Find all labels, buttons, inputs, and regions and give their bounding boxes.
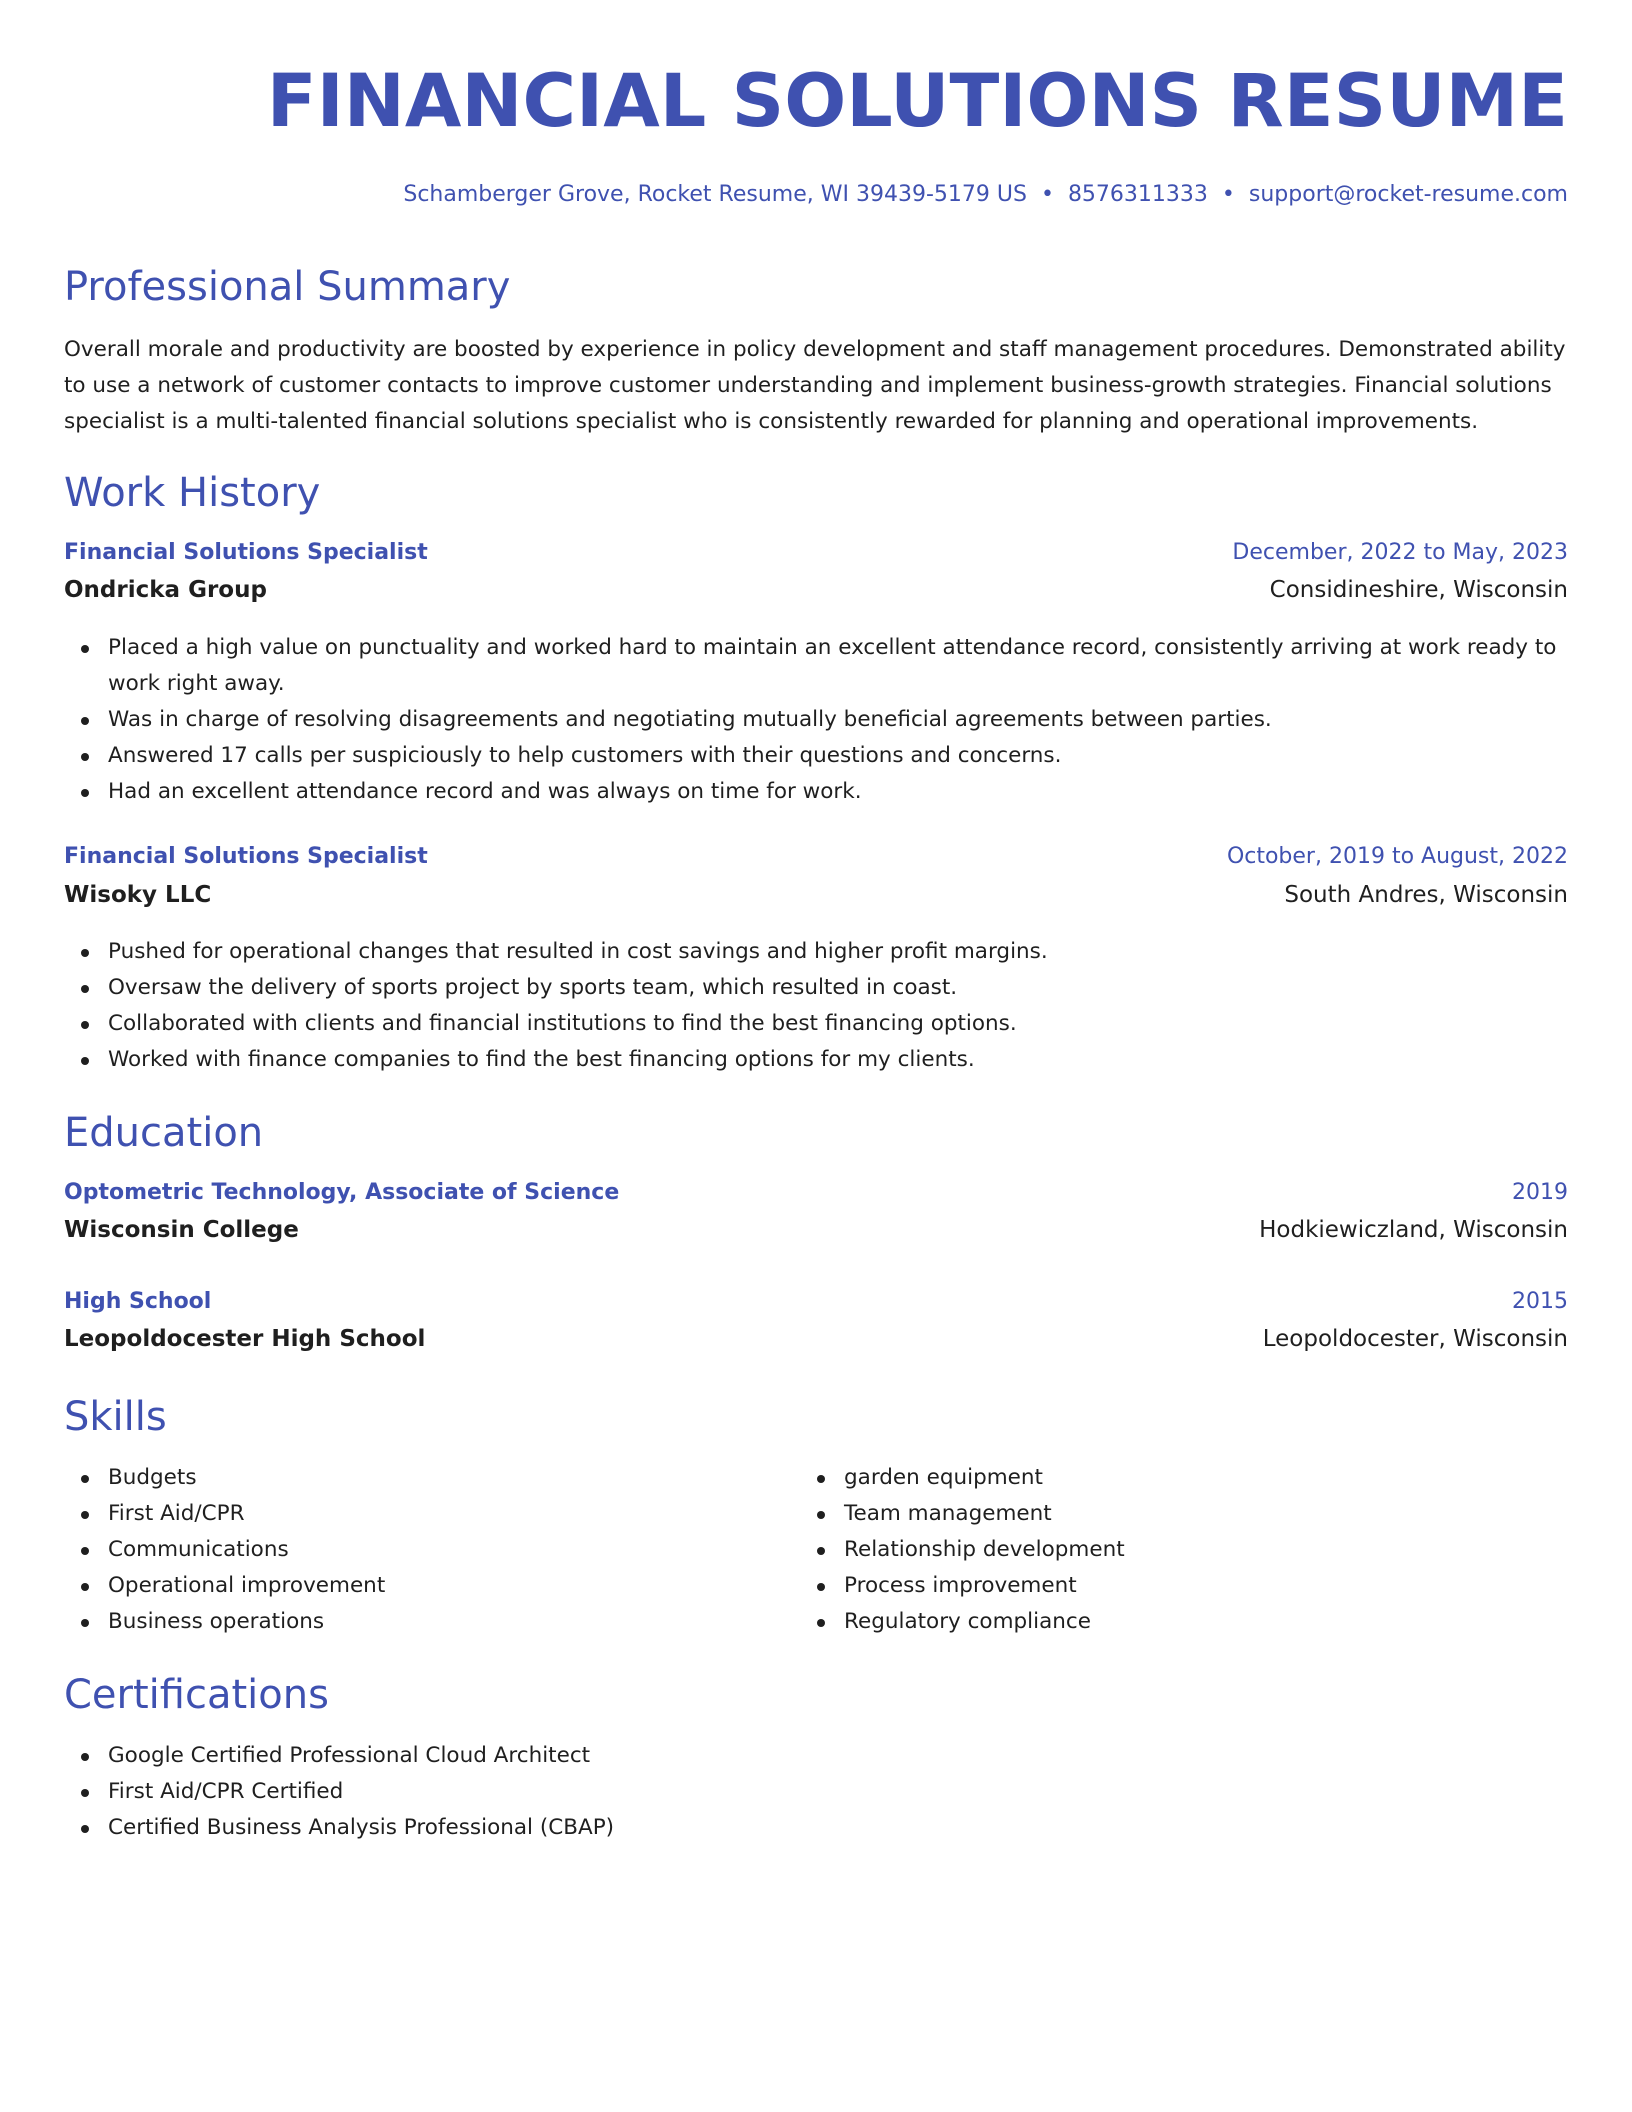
- job-bullet: Oversaw the delivery of sports project by sports team, which resulted in coast.: [64, 970, 1568, 1006]
- education-degree: High School: [64, 1289, 212, 1314]
- education-school: Wisconsin College: [64, 1217, 299, 1243]
- certification-item: Certified Business Analysis Professional (CBAP): [64, 1810, 1568, 1846]
- section-title-skills: Skills: [64, 1394, 167, 1440]
- job-location: South Andres, Wisconsin: [1284, 882, 1568, 908]
- resume-title: FINANCIAL SOLUTIONS RESUME: [266, 59, 1568, 144]
- skill-item: Process improvement: [800, 1568, 1632, 1604]
- skill-item: Communications: [64, 1532, 1568, 1568]
- job-bullet: Answered 17 calls per suspiciously to help customers with their questions and concerns.: [64, 738, 1568, 774]
- education-school: Leopoldocester High School: [64, 1326, 426, 1352]
- job-bullet: Collaborated with clients and financial institutions to find the best financing options.: [64, 1006, 1568, 1042]
- education-location: Hodkiewiczland, Wisconsin: [1259, 1217, 1568, 1243]
- job-bullet: Worked with finance companies to find the best financing options for my clients.: [64, 1042, 1568, 1078]
- job-dates: December, 2022 to May, 2023: [1232, 540, 1568, 565]
- section-title-certifications: Certifications: [64, 1672, 329, 1718]
- job-title: Financial Solutions Specialist: [64, 540, 428, 565]
- skill-item: Relationship development: [800, 1532, 1632, 1568]
- skills-list-right: [800, 1460, 1632, 1640]
- contact-phone: 8576311333: [1067, 182, 1208, 207]
- job-company-row: [64, 882, 1568, 908]
- contact-email: support@rocket-resume.com: [1248, 182, 1568, 207]
- skill-item: garden equipment: [800, 1460, 1632, 1496]
- section-title-summary: Professional Summary: [64, 264, 511, 310]
- section-title-education: Education: [64, 1110, 264, 1156]
- job-dates: October, 2019 to August, 2022: [1226, 844, 1568, 869]
- education-school-row: [64, 1326, 1568, 1352]
- skill-item: Team management: [800, 1496, 1632, 1532]
- skill-item: Business operations: [64, 1604, 1568, 1640]
- certification-item: Google Certified Professional Cloud Architect: [64, 1738, 1568, 1774]
- education-degree: Optometric Technology, Associate of Science: [64, 1180, 620, 1205]
- skill-item: Budgets: [64, 1460, 1568, 1496]
- job-title: Financial Solutions Specialist: [64, 844, 428, 869]
- contact-address: Schamberger Grove, Rocket Resume, WI 39439-5179 US: [403, 182, 1027, 207]
- job-bullet: Was in charge of resolving disagreements and negotiating mutually beneficial agreements between parties.: [64, 702, 1568, 738]
- education-year: 2015: [1512, 1289, 1568, 1314]
- contact-separator: •: [1221, 182, 1235, 207]
- job-bullet-list: [64, 934, 1568, 1078]
- job-header-row: [64, 540, 1568, 565]
- job-company-row: [64, 577, 1568, 603]
- certifications-list: [64, 1738, 1568, 1846]
- job-location: Considineshire, Wisconsin: [1269, 577, 1568, 603]
- job-company: Wisoky LLC: [64, 882, 212, 908]
- job-header-row: [64, 844, 1568, 869]
- skill-item: First Aid/CPR: [64, 1496, 1568, 1532]
- job-bullet: Had an excellent attendance record and was always on time for work.: [64, 774, 1568, 810]
- job-company: Ondricka Group: [64, 577, 267, 603]
- education-location: Leopoldocester, Wisconsin: [1262, 1326, 1568, 1352]
- skill-item: Operational improvement: [64, 1568, 1568, 1604]
- job-bullet: Pushed for operational changes that resulted in cost savings and higher profit margins.: [64, 934, 1568, 970]
- education-header-row: [64, 1180, 1568, 1205]
- contact-line: [403, 180, 1568, 210]
- education-year: 2019: [1512, 1180, 1568, 1205]
- job-bullet-list: [64, 630, 1568, 810]
- skill-item: Regulatory compliance: [800, 1604, 1632, 1640]
- section-title-work-history: Work History: [64, 470, 321, 516]
- education-school-row: [64, 1217, 1568, 1243]
- summary-text: Overall morale and productivity are boosted by experience in policy development and staff management procedures. Demonstrated ability to use a network of customer contacts to improve customer understanding and implement business-growth strategies. Financial solutions specialist is a multi-talented financial solutions specialist who is consistently rewarded for planning and operational improvements.: [64, 337, 1566, 434]
- job-bullet: Placed a high value on punctuality and worked hard to maintain an excellent attendance record, consistently arriving at work ready to work right away.: [64, 630, 1568, 702]
- contact-separator: •: [1040, 182, 1054, 207]
- education-header-row: [64, 1289, 1568, 1314]
- certification-item: First Aid/CPR Certified: [64, 1774, 1568, 1810]
